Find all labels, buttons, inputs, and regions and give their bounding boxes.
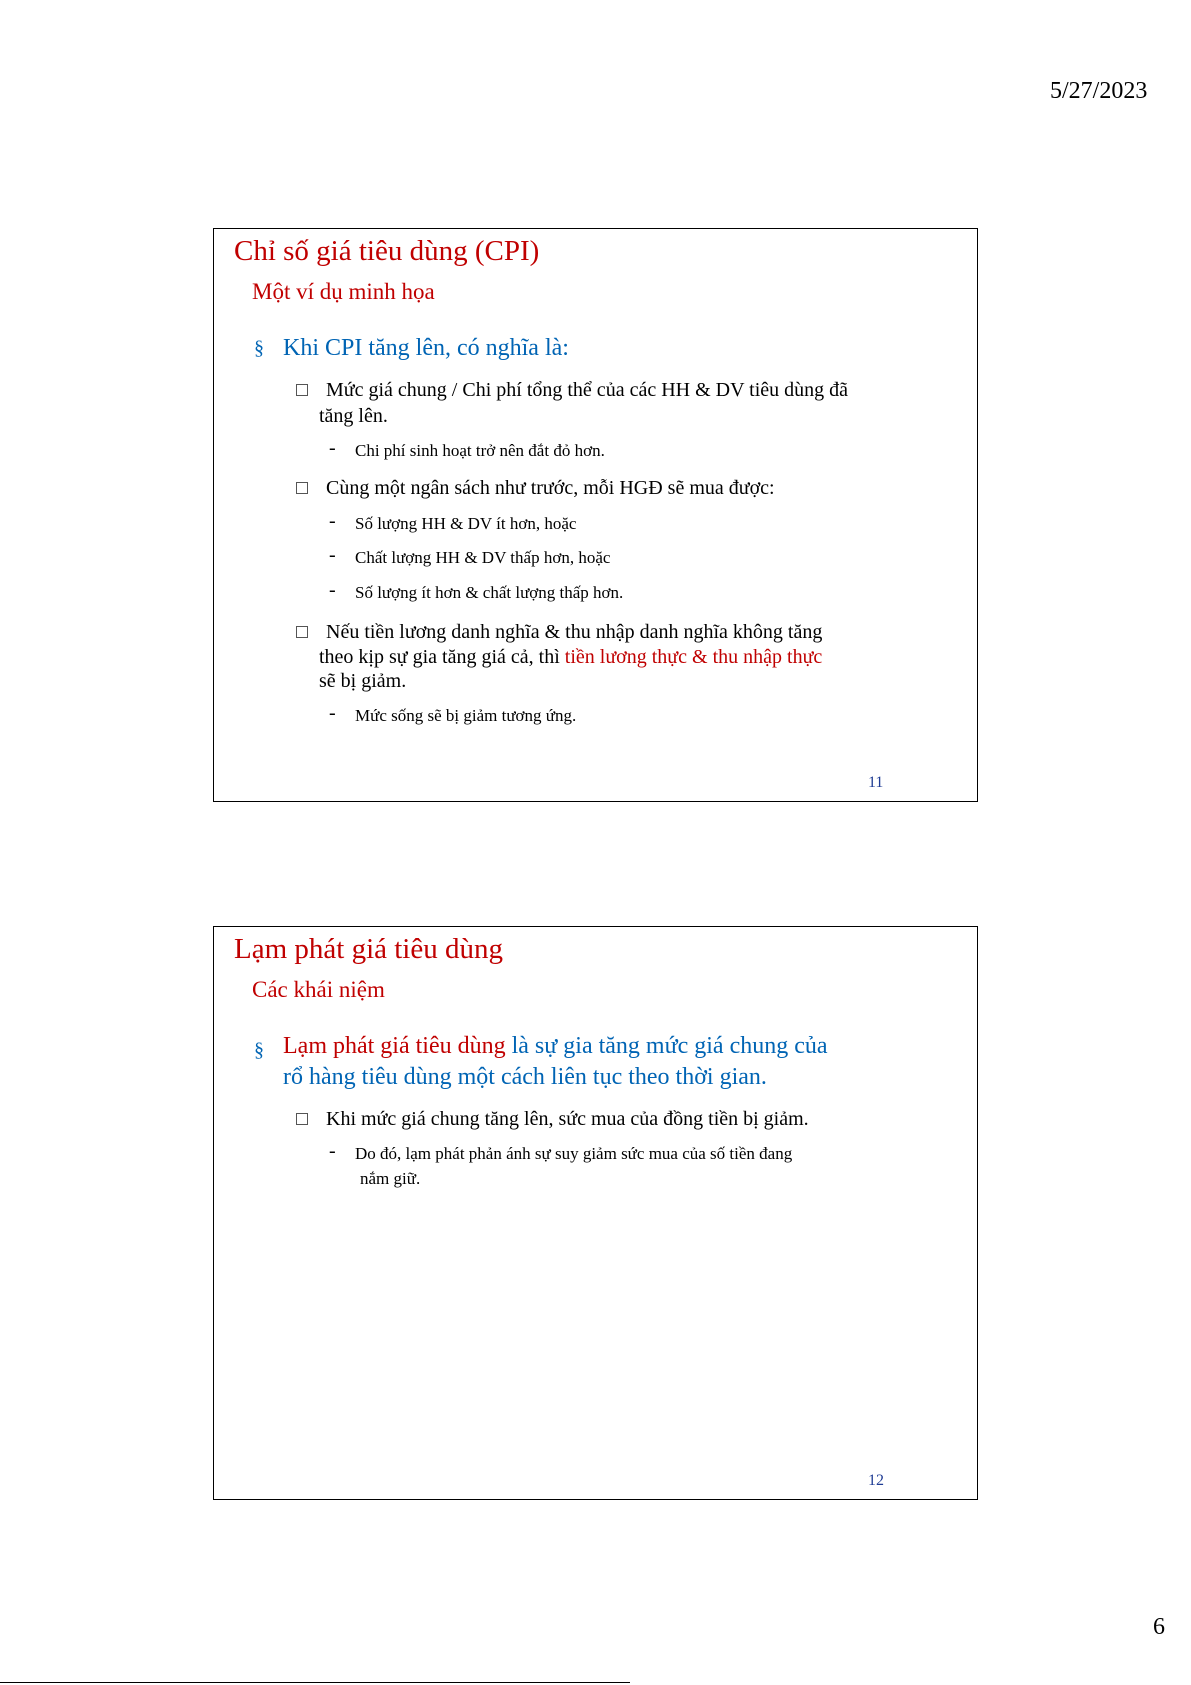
item-text: Mức giá chung / Chi phí tổng thể của các HH & DV tiêu dùng đã <box>326 379 849 401</box>
main-point: Khi CPI tăng lên, có nghĩa là: <box>283 335 569 361</box>
item-text: Nếu tiền lương danh nghĩa & thu nhập danh nghĩa không tăng <box>326 621 823 643</box>
square-bullet-icon <box>296 626 308 638</box>
main-point-cont: rổ hàng tiêu dùng một cách liên tục theo thời gian. <box>283 1064 767 1090</box>
slide-title: Lạm phát giá tiêu dùng <box>234 933 503 965</box>
slide-12 <box>213 926 978 1500</box>
slide-title: Chỉ số giá tiêu dùng (CPI) <box>234 235 540 267</box>
square-bullet-icon <box>296 1113 308 1125</box>
item-text-cont <box>319 646 822 669</box>
slide-number: 12 <box>868 1472 884 1489</box>
item-text-plain: theo kịp sự gia tăng giá cả, thì <box>319 646 565 668</box>
dash-bullet: - <box>329 1140 336 1162</box>
dash-bullet: - <box>329 544 336 566</box>
item-text: Cùng một ngân sách như trước, mỗi HGĐ sẽ mua được: <box>326 477 775 499</box>
slide-11 <box>213 228 978 802</box>
slide-subtitle: Một ví dụ minh họa <box>252 279 435 304</box>
item-text-cont: tăng lên. <box>319 405 388 427</box>
slide-subtitle: Các khái niệm <box>252 977 385 1002</box>
dash-bullet: - <box>329 702 336 724</box>
page-date: 5/27/2023 <box>1050 78 1148 104</box>
dash-bullet: - <box>329 510 336 532</box>
main-point <box>283 1033 828 1060</box>
dash-bullet: - <box>329 579 336 601</box>
square-bullet-icon <box>296 384 308 396</box>
sub-item: Chi phí sinh hoạt trở nên đắt đỏ hơn. <box>355 441 605 460</box>
item-text-highlight: tiền lương thực & thu nhập thực <box>564 646 823 668</box>
section-bullet-icon: § <box>254 337 264 359</box>
sub-item-cont: nắm giữ. <box>360 1169 421 1188</box>
page-number: 6 <box>1153 1614 1165 1640</box>
sub-item: Do đó, lạm phát phản ánh sự suy giảm sức mua của số tiền đang <box>355 1144 793 1163</box>
sub-item: Mức sống sẽ bị giảm tương ứng. <box>355 706 577 725</box>
sub-item: Số lượng HH & DV ít hơn, hoặc <box>355 514 577 533</box>
item-text-cont: sẽ bị giảm. <box>319 670 407 692</box>
sub-item: Số lượng ít hơn & chất lượng thấp hơn. <box>355 583 624 602</box>
main-point-definition: là sự gia tăng mức giá chung của <box>505 1033 828 1059</box>
sub-item: Chất lượng HH & DV thấp hơn, hoặc <box>355 548 611 567</box>
main-point-term: Lạm phát giá tiêu dùng <box>283 1033 506 1059</box>
slide-number: 11 <box>868 774 884 791</box>
square-bullet-icon <box>296 482 308 494</box>
footer-rule <box>0 1682 630 1683</box>
section-bullet-icon: § <box>254 1039 264 1061</box>
item-text: Khi mức giá chung tăng lên, sức mua của đồng tiền bị giảm. <box>326 1108 809 1130</box>
dash-bullet: - <box>329 437 336 459</box>
